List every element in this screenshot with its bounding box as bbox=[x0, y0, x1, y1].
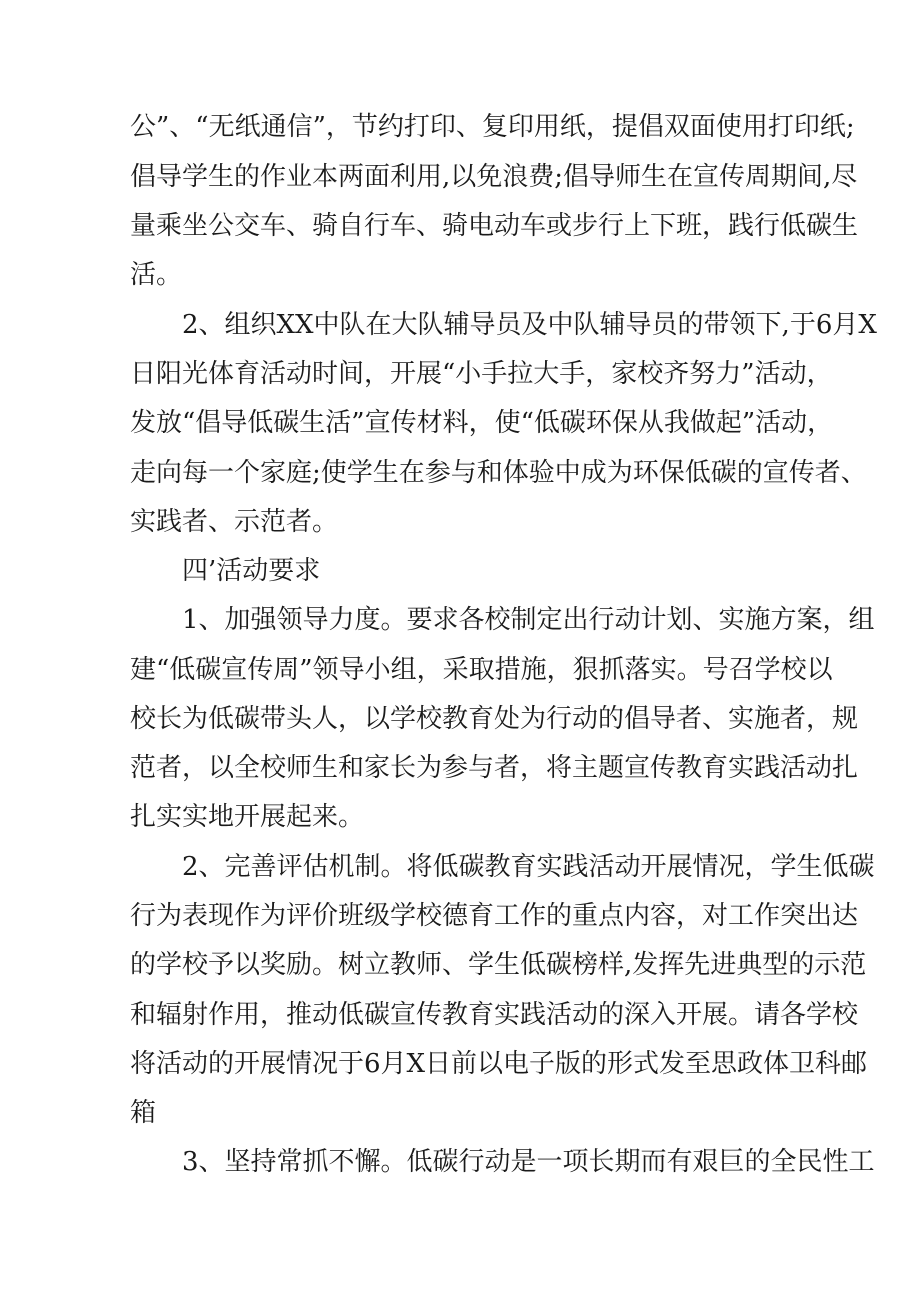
text-line: 的学校予以奖励。树立教师、学生低碳榜样,发挥先进典型的示范 bbox=[130, 950, 867, 980]
text-line: 走向每一个家庭;使学生在参与和体验中成为环保低碳的宣传者、 bbox=[130, 458, 867, 488]
paragraph-start-line: 1、加强领导力度。要求各校制定出行动计划、实施方案，组 bbox=[182, 605, 875, 635]
text-line: 量乘坐公交车、骑自行车、骑电动车或步行上下班，践行低碳生 bbox=[130, 211, 859, 241]
text-line: 实践者、示范者。 bbox=[130, 507, 339, 537]
text-line: 发放“倡导低碳生活”宣传材料，使“低碳环保从我做起”活动， bbox=[130, 408, 834, 438]
text-line: 和辐射作用，推动低碳宣传教育实践活动的深入开展。请各学校 bbox=[130, 1000, 859, 1030]
text-line: 校长为低碳带头人，以学校教育处为行动的倡导者、实施者，规 bbox=[130, 704, 859, 734]
text-line: 行为表现作为评价班级学校德育工作的重点内容，对工作突出达 bbox=[130, 901, 859, 931]
text-line: 公”、“无纸通信”，节约打印、复印用纸，提倡双面使用打印纸; bbox=[130, 112, 855, 142]
text-line: 扎实实地开展起来。 bbox=[130, 802, 365, 832]
text-line: 箱 bbox=[130, 1098, 157, 1128]
section-heading: 四’活动要求 bbox=[182, 556, 321, 586]
paragraph-start-line: 2、完善评估机制。将低碳教育实践活动开展情况，学生低碳 bbox=[182, 852, 875, 882]
text-line: 将活动的开展情况于6月X日前以电子版的形式发至思政体卫科邮 bbox=[130, 1049, 868, 1079]
paragraph-start-line: 2、组织XX中队在大队辅导员及中队辅导员的带领下,于6月X bbox=[182, 310, 877, 340]
text-line: 倡导学生的作业本两面利用,以免浪费;倡导师生在宣传周期间,尽 bbox=[130, 162, 858, 192]
text-line: 活。 bbox=[130, 260, 183, 290]
text-line: 日阳光体育活动时间，开展“小手拉大手，家校齐努力”活动， bbox=[130, 359, 833, 389]
text-line: 范者，以全校师生和家长为参与者，将主题宣传教育实践活动扎 bbox=[130, 753, 859, 783]
paragraph-start-line: 3、坚持常抓不懈。低碳行动是一项长期而有艰巨的全民性工 bbox=[182, 1147, 875, 1177]
text-line: 建“低碳宣传周”领导小组，采取措施，狠抓落实。号召学校以 bbox=[130, 655, 833, 685]
